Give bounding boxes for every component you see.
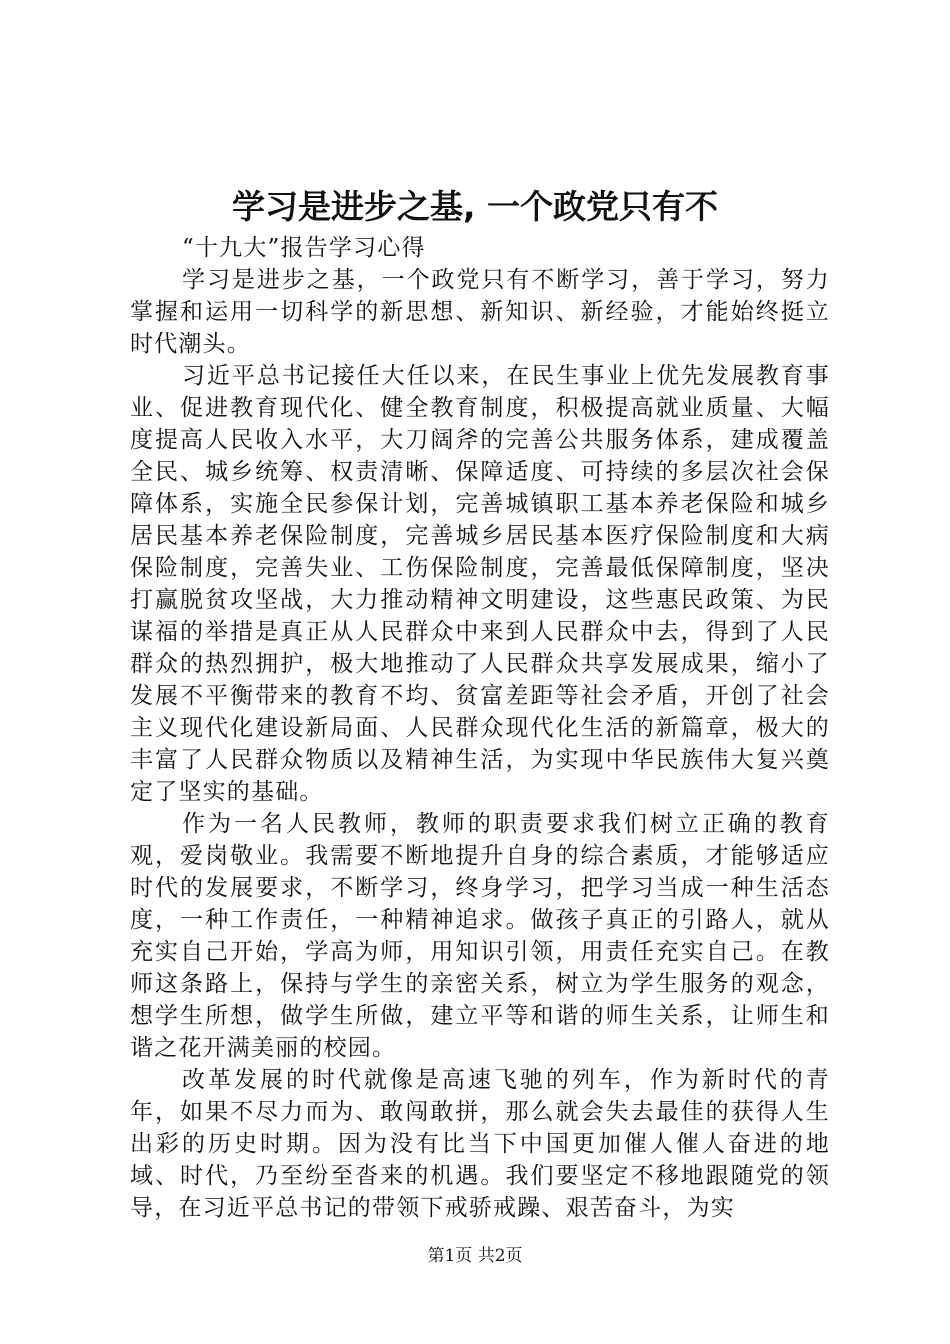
paragraph-3: 作为一名人民教师，教师的职责要求我们树立正确的教育观，爱岗敬业。我需要不断地提升自身的综合素质，才能够适应时代的发展要求，不断学习，终身学习，把学习当成一种生活态度，一种工作责任，一种精神追求。做孩子真正的引路人，就从充实自己开始，学高为师，用知识引领，用责任充实自己。在教师这条路上，保持与学生的亲密关系，树立为学生服务的观念，想学生所想，做学生所做，建立平等和谐的师生关系，让师生和谐之花开满美丽的校园。: [130, 811, 830, 1061]
paragraph-1: 学习是进步之基，一个政党只有不断学习，善于学习，努力掌握和运用一切科学的新思想、新知识、新经验，才能始终挺立时代潮头。: [130, 267, 830, 357]
subtitle: “十九大”报告学习心得: [182, 235, 426, 261]
document-body: [130, 232, 830, 1224]
paragraph-4: 改革发展的时代就像是高速飞驰的列车，作为新时代的青年，如果不尽力而为、敢闯敢拼，那么就会失去最佳的获得人生出彩的历史时期。因为没有比当下中国更加催人催人奋进的地域、时代，乃至纷至沓来的机遇。我们要坚定不移地跟随党的领导，在习近平总书记的带领下戒骄戒躁、艰苦奋斗，为实: [130, 1067, 830, 1221]
page-number-footer: 第1页 共2页: [427, 1246, 523, 1266]
page-title: 学习是进步之基, 一个政党只有不: [231, 187, 719, 226]
paragraph-2: 习近平总书记接任大任以来，在民生事业上优先发展教育事业、促进教育现代化、健全教育制度，积极提高就业质量、大幅度提高人民收入水平，大刀阔斧的完善公共服务体系，建成覆盖全民、城乡统筹、权责清晰、保障适度、可持续的多层次社会保障体系，实施全民参保计划，完善城镇职工基本养老保险和城乡居民基本养老保险制度，完善城乡居民基本医疗保险制度和大病保险制度，完善失业、工伤保险制度，完善最低保障制度，坚决打赢脱贫攻坚战，大力推动精神文明建设，这些惠民政策、为民谋福的举措是真正从人民群众中来到人民群众中去，得到了人民群众的热烈拥护，极大地推动了人民群众共享发展成果，缩小了发展不平衡带来的教育不均、贫富差距等社会矛盾，开创了社会主义现代化建设新局面、人民群众现代化生活的新篇章，极大的丰富了人民群众物质以及精神生活，为实现中华民族伟大复兴奠定了坚实的基础。: [130, 363, 830, 805]
